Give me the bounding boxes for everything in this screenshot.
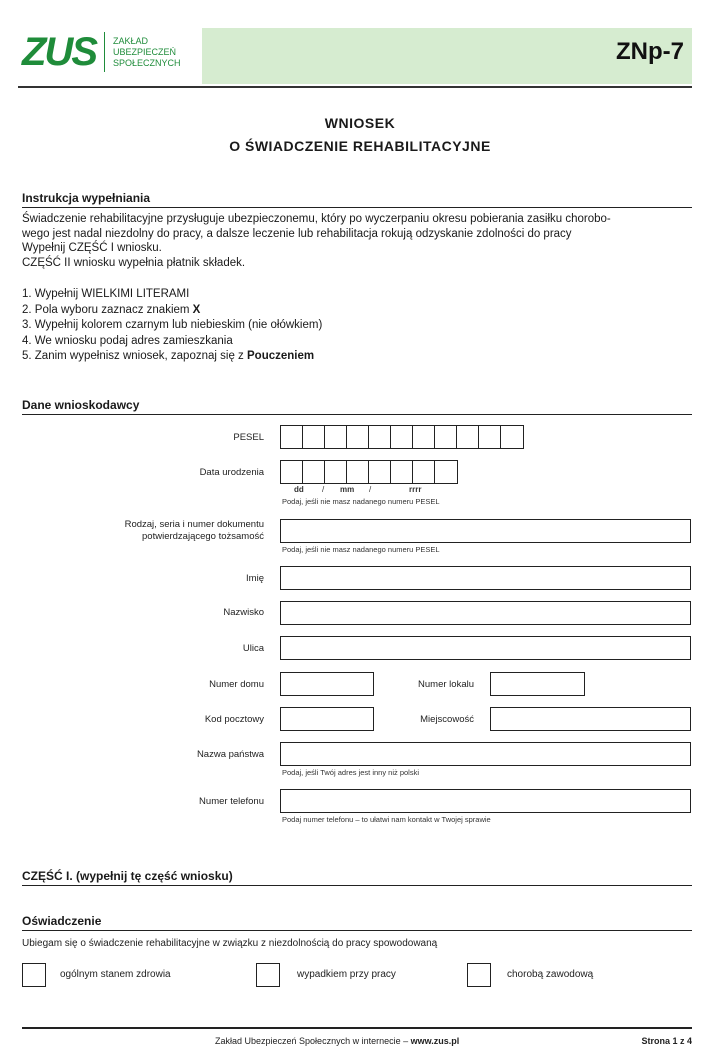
list-item: 2. Pola wyboru zaznacz znakiem X	[22, 303, 201, 316]
dob-digit[interactable]	[324, 460, 348, 484]
dob-digit[interactable]	[302, 460, 326, 484]
instructions-paragraph-1: Świadczenie rehabilitacyjne przysługuje ubezpieczonemu, który po wyczerpaniu okresu pobierania zasiłku chorobo-	[22, 213, 611, 225]
pesel-digit[interactable]	[390, 425, 414, 449]
house-number-label: Numer domu	[209, 679, 264, 690]
list-item: 1. Wypełnij WIELKIMI LITERAMI	[22, 288, 190, 300]
instructions-list	[22, 287, 694, 365]
last-name-label: Nazwisko	[223, 607, 264, 618]
footer-divider	[22, 1027, 692, 1029]
city-label: Miejscowość	[420, 714, 474, 725]
street-field[interactable]	[280, 636, 691, 660]
city-field[interactable]	[490, 707, 691, 731]
checkbox-general-health[interactable]	[22, 963, 46, 987]
form-header	[18, 28, 692, 84]
phone-hint: Podaj numer telefonu – to ułatwi nam kontakt w Twojej sprawie	[282, 815, 491, 824]
dob-separator: /	[322, 485, 325, 494]
form-code: ZNp-7	[616, 38, 684, 65]
country-label: Nazwa państwa	[196, 749, 264, 760]
first-name-label: Imię	[246, 573, 264, 584]
pesel-input[interactable]	[280, 425, 522, 449]
pesel-digit[interactable]	[478, 425, 502, 449]
logo-line-2: UBEZPIECZEŃ	[113, 46, 177, 57]
street-label: Ulica	[242, 643, 264, 654]
logo-line-3: SPOŁECZNYCH	[113, 57, 181, 68]
pesel-label: PESEL	[233, 432, 264, 443]
option-occupational-disease-label: chorobą zawodową	[507, 969, 594, 980]
pesel-digit[interactable]	[412, 425, 436, 449]
dob-label: Data urodzenia	[199, 467, 264, 478]
instructions-paragraph-3: Wypełnij CZĘŚĆ I wniosku.	[22, 242, 162, 254]
list-item: 4. We wniosku podaj adres zamieszkania	[22, 334, 233, 347]
dob-digit[interactable]	[390, 460, 414, 484]
pesel-digit[interactable]	[324, 425, 348, 449]
header-divider	[18, 86, 692, 88]
pesel-digit[interactable]	[500, 425, 524, 449]
last-name-field[interactable]	[280, 601, 691, 625]
dob-dd-caption: dd	[294, 485, 304, 494]
postal-code-label: Kod pocztowy	[204, 714, 264, 725]
logo-separator	[104, 32, 105, 72]
postal-code-field[interactable]	[280, 707, 374, 731]
dob-rrrr-caption: rrrr	[409, 485, 422, 494]
country-hint: Podaj, jeśli Twój adres jest inny niż polski	[282, 768, 420, 777]
first-name-field[interactable]	[280, 566, 691, 590]
footer-site-link[interactable]: www.zus.pl	[410, 1036, 460, 1046]
dob-digit[interactable]	[280, 460, 304, 484]
phone-label: Numer telefonu	[199, 796, 264, 807]
pesel-digit[interactable]	[368, 425, 392, 449]
applicant-heading: Dane wnioskodawcy	[22, 398, 692, 415]
checkbox-work-accident[interactable]	[256, 963, 280, 987]
flat-number-label: Numer lokalu	[418, 679, 474, 690]
dob-hint: Podaj, jeśli nie masz nadanego numeru PESEL	[282, 497, 440, 506]
logo-line-1: ZAKŁAD	[113, 35, 149, 46]
dob-separator: /	[369, 485, 372, 494]
part1-heading: CZĘŚĆ I. (wypełnij tę część wniosku)	[22, 869, 692, 886]
pesel-digit[interactable]	[280, 425, 304, 449]
instructions-paragraph-2: wego jest nadal niezdolny do pracy, a dalsze leczenie lub rehabilitacja rokują odzyskanie zdolności do pracy	[22, 227, 572, 240]
pesel-digit[interactable]	[346, 425, 370, 449]
page-number: Strona 1 z 4	[641, 1036, 692, 1046]
country-field[interactable]	[280, 742, 691, 766]
title-line-2: O ŚWIADCZENIE REHABILITACYJNE	[229, 138, 491, 154]
id-document-hint: Podaj, jeśli nie masz nadanego numeru PESEL	[282, 545, 440, 554]
dob-digit[interactable]	[346, 460, 370, 484]
instructions-text	[22, 212, 694, 270]
option-general-health-label: ogólnym stanem zdrowia	[60, 969, 171, 980]
id-document-field[interactable]	[280, 519, 691, 543]
zus-logo	[22, 32, 181, 72]
declaration-heading: Oświadczenie	[22, 914, 692, 931]
option-work-accident-label: wypadkiem przy pracy	[297, 969, 396, 980]
pesel-digit[interactable]	[456, 425, 480, 449]
pesel-digit[interactable]	[302, 425, 326, 449]
title-line-1: WNIOSEK	[324, 115, 396, 131]
instructions-paragraph-4: CZĘŚĆ II wniosku wypełnia płatnik składek.	[22, 256, 246, 269]
logo-mark: ZUS	[22, 30, 96, 74]
declaration-text: Ubiegam się o świadczenie rehabilitacyjne w związku z niezdolnością do pracy spowodowaną	[22, 938, 438, 949]
phone-field[interactable]	[280, 789, 691, 813]
list-item: 5. Zanim wypełnisz wniosek, zapoznaj się z Pouczeniem	[22, 350, 315, 362]
pesel-digit[interactable]	[434, 425, 458, 449]
dob-digit[interactable]	[434, 460, 458, 484]
instructions-heading: Instrukcja wypełniania	[22, 191, 692, 208]
dob-digit[interactable]	[412, 460, 436, 484]
dob-mm-caption: mm	[340, 485, 355, 494]
flat-number-field[interactable]	[490, 672, 585, 696]
id-document-label: Rodzaj, seria i numer dokumentu potwierdzającego tożsamość	[124, 519, 264, 542]
house-number-field[interactable]	[280, 672, 374, 696]
logo-text	[113, 36, 181, 69]
checkbox-occupational-disease[interactable]	[467, 963, 491, 987]
list-item: 3. Wypełnij kolorem czarnym lub niebieskim (nie ołówkiem)	[22, 319, 323, 331]
dob-input[interactable]	[280, 460, 456, 484]
dob-digit[interactable]	[368, 460, 392, 484]
footer-site: Zakład Ubezpieczeń Społecznych w internecie – www.zus.pl	[215, 1036, 460, 1046]
